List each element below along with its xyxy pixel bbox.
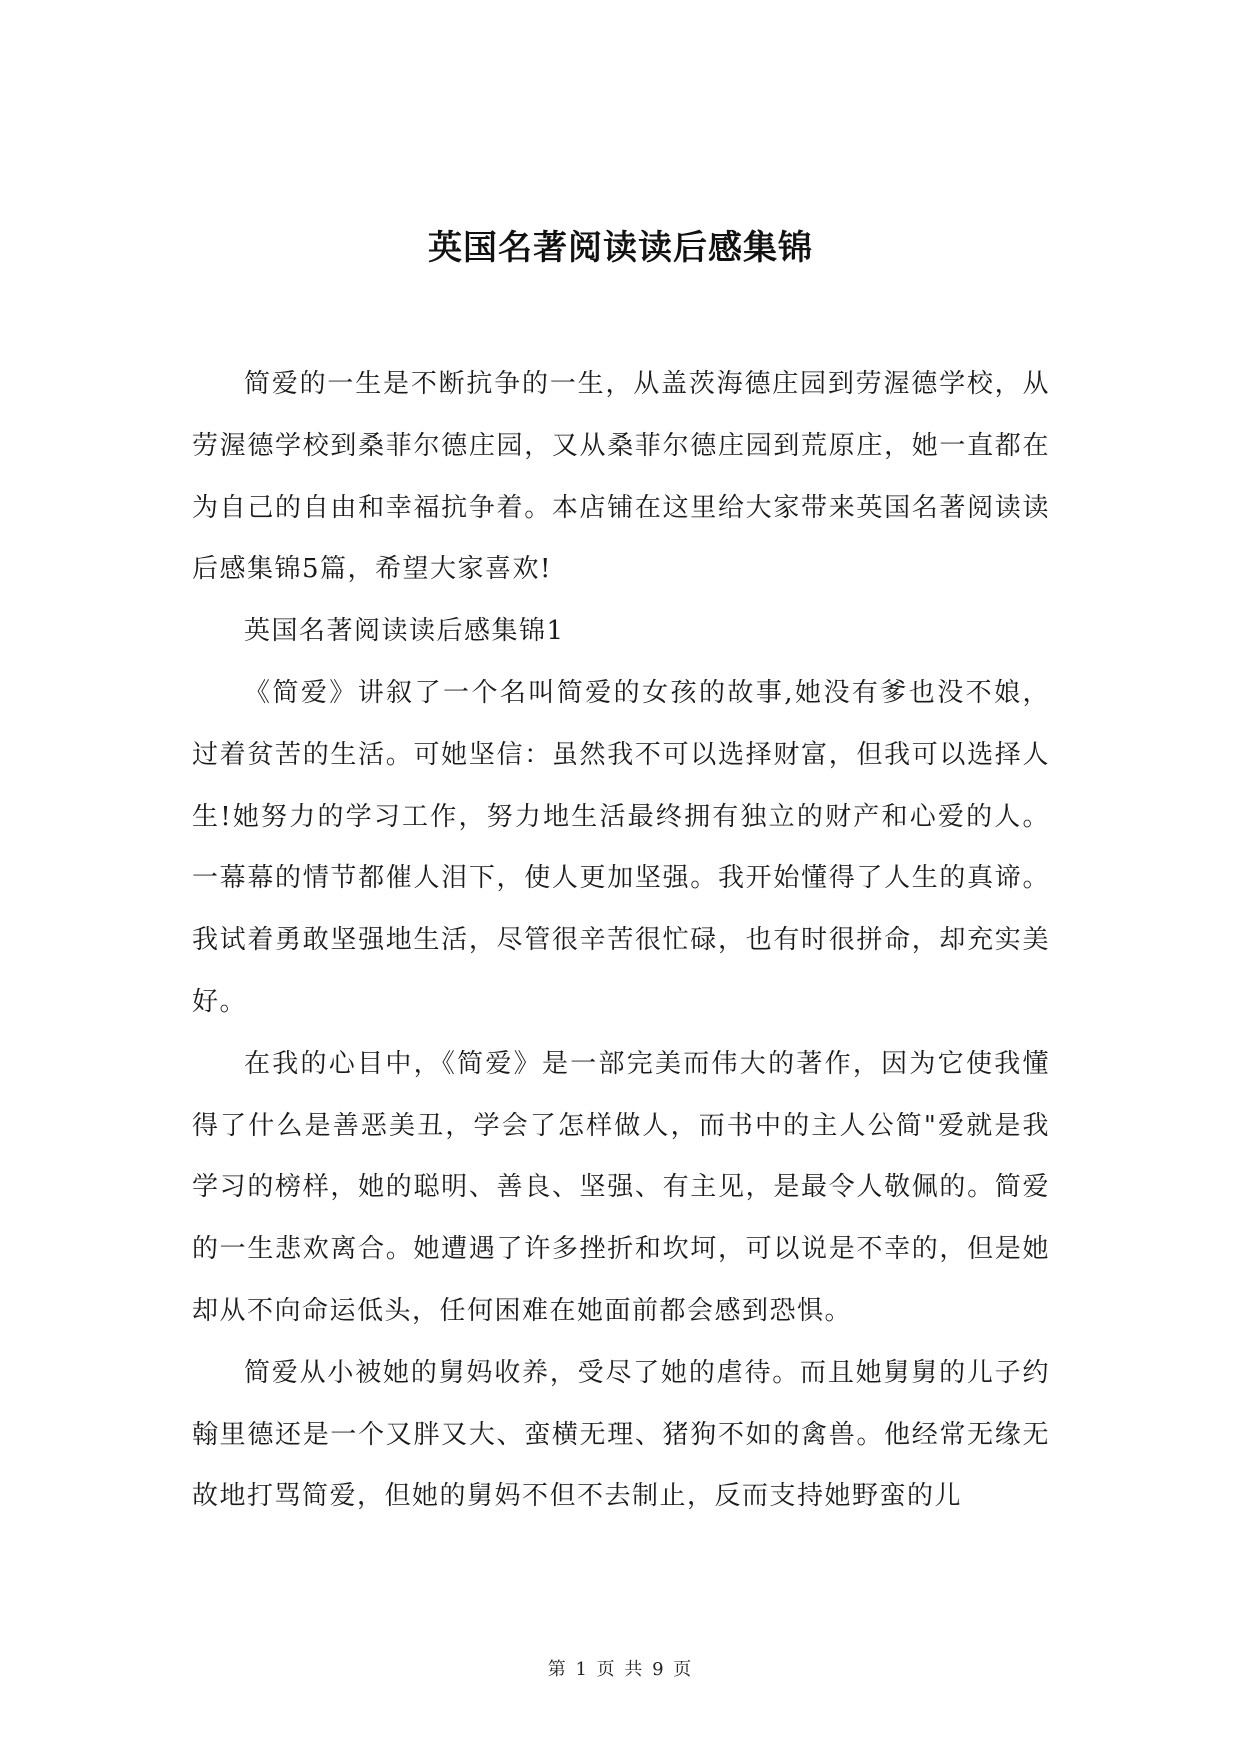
body-paragraph: 在我的心目中，《简爱》是一部完美而伟大的著作，因为它使我懂得了什么是善恶美丑，学会了怎样做人，而书中的主人公简"爱就是我学习的榜样，她的聪明、善良、坚强、有主见，是最令人敬佩的。简爱的一生悲欢离合。她遭遇了许多挫折和坎坷，可以说是不幸的，但是她却从不向命运低头，任何困难在她面前都会感到恐惧。 (192, 1048, 1050, 1326)
document-title: 英国名著阅读读后感集锦 (428, 228, 813, 268)
section-heading: 英国名著阅读读后感集锦1 (244, 616, 565, 647)
document-body (192, 354, 1050, 1528)
intro-paragraph: 简爱的一生是不断抗争的一生，从盖茨海德庄园到劳渥德学校，从劳渥德学校到桑菲尔德庄园，又从桑菲尔德庄园到荒原庄，她一直都在为自己的自由和幸福抗争着。本店铺在这里给大家带来英国名著阅读读后感集锦5篇，希望大家喜欢! (192, 369, 1050, 585)
body-paragraph: 简爱从小被她的舅妈收养，受尽了她的虐待。而且她舅舅的儿子约翰里德还是一个又胖又大、蛮横无理、猪狗不如的禽兽。他经常无缘无故地打骂简爱，但她的舅妈不但不去制止，反而支持她野蛮的儿 (192, 1357, 1050, 1512)
body-paragraph: 《简爱》讲叙了一个名叫简爱的女孩的故事,她没有爹也没不娘，过着贫苦的生活。可她坚信：虽然我不可以选择财富，但我可以选择人生!她努力的学习工作，努力地生活最终拥有独立的财产和心爱的人。一幕幕的情节都催人泪下，使人更加坚强。我开始懂得了人生的真谛。我试着勇敢坚强地生活，尽管很辛苦很忙碌，也有时很拼命，却充实美好。 (192, 677, 1050, 1017)
page-number-footer: 第 1 页 共 9 页 (547, 1659, 694, 1680)
